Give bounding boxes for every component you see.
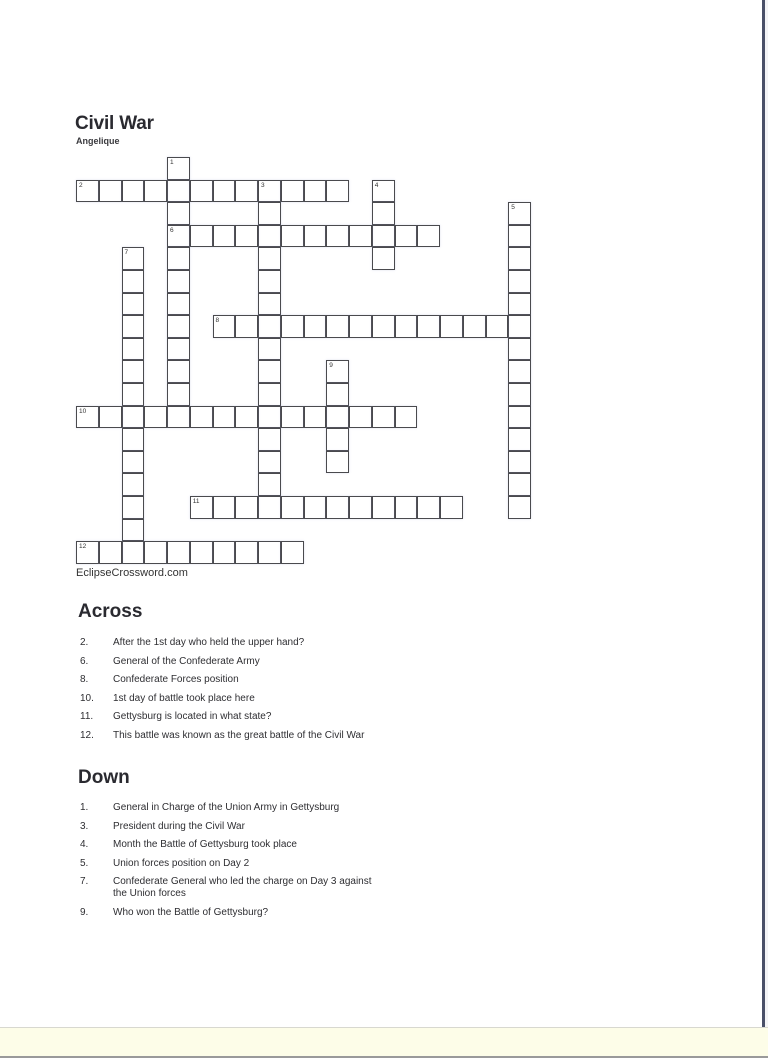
grid-cell[interactable] — [395, 315, 418, 338]
grid-cell[interactable] — [326, 496, 349, 519]
grid-cell[interactable] — [167, 202, 190, 225]
grid-cell[interactable] — [122, 428, 145, 451]
grid-cell[interactable] — [213, 315, 236, 338]
clue-text: After the 1st day who held the upper hand? — [113, 637, 305, 648]
grid-cell[interactable] — [508, 360, 531, 383]
clue-number: 5. — [80, 857, 89, 869]
grid-cell[interactable] — [258, 428, 281, 451]
grid-cell[interactable] — [235, 225, 258, 248]
clue-number: 7. — [80, 876, 89, 887]
across-clue-list — [80, 637, 400, 748]
grid-cell[interactable] — [144, 541, 167, 564]
grid-cell[interactable] — [99, 541, 122, 564]
clue-text: General of the Confederate Army — [113, 655, 260, 667]
grid-cell[interactable] — [122, 451, 145, 474]
grid-cell[interactable] — [213, 541, 236, 564]
grid-cell[interactable] — [326, 360, 349, 383]
grid-cell[interactable] — [508, 451, 531, 474]
clue-text: 1st day of battle took place here — [113, 692, 255, 704]
grid-cell[interactable] — [508, 473, 531, 496]
grid-cell[interactable] — [417, 496, 440, 519]
clue-number: 3. — [80, 820, 89, 832]
across-heading: Across — [78, 601, 143, 622]
grid-cell[interactable] — [76, 541, 99, 564]
grid-cell[interactable] — [167, 247, 190, 270]
grid-cell[interactable] — [508, 428, 531, 451]
cell-number: 2 — [79, 181, 83, 189]
grid-cell[interactable] — [122, 270, 145, 293]
grid-cell[interactable] — [122, 338, 145, 361]
grid-cell[interactable] — [349, 225, 372, 248]
grid-cell[interactable] — [76, 406, 99, 429]
grid-cell[interactable] — [372, 202, 395, 225]
grid-cell[interactable] — [508, 270, 531, 293]
grid-cell[interactable] — [349, 496, 372, 519]
clue-text: Confederate Forces position — [113, 674, 239, 685]
grid-cell[interactable] — [167, 293, 190, 316]
grid-cell[interactable] — [281, 541, 304, 564]
credit-text: EclipseCrossword.com — [76, 567, 188, 579]
grid-cell[interactable] — [508, 406, 531, 429]
grid-cell[interactable] — [508, 315, 531, 338]
grid-cell[interactable] — [258, 293, 281, 316]
across-clue — [80, 656, 400, 668]
grid-cell[interactable] — [167, 225, 190, 248]
grid-cell[interactable] — [190, 406, 213, 429]
grid-cell[interactable] — [122, 496, 145, 519]
clue-number: 9. — [80, 906, 89, 918]
grid-cell[interactable] — [144, 180, 167, 203]
grid-cell[interactable] — [281, 180, 304, 203]
grid-cell[interactable] — [508, 225, 531, 248]
grid-cell[interactable] — [122, 541, 145, 564]
grid-cell[interactable] — [122, 180, 145, 203]
grid-cell[interactable] — [508, 293, 531, 316]
grid-cell[interactable] — [463, 315, 486, 338]
down-clue — [80, 858, 400, 870]
grid-cell[interactable] — [258, 225, 281, 248]
clue-text: Union forces position on Day 2 — [113, 857, 250, 869]
clue-text: Month the Battle of Gettysburg took place — [113, 839, 297, 850]
grid-cell[interactable] — [508, 383, 531, 406]
grid-cell[interactable] — [372, 315, 395, 338]
grid-cell[interactable] — [190, 225, 213, 248]
grid-cell[interactable] — [508, 202, 531, 225]
grid-cell[interactable] — [304, 406, 327, 429]
puzzle-title: Civil War — [75, 113, 154, 134]
grid-cell[interactable] — [144, 406, 167, 429]
clue-number: 11. — [80, 711, 94, 722]
grid-cell[interactable] — [235, 541, 258, 564]
clue-text: Confederate General who led the charge on Day 3 against the Union forces — [113, 876, 372, 899]
clue-number: 4. — [80, 839, 89, 850]
grid-cell[interactable] — [395, 496, 418, 519]
grid-cell[interactable] — [167, 383, 190, 406]
grid-cell[interactable] — [281, 225, 304, 248]
grid-cell[interactable] — [304, 180, 327, 203]
cell-number: 1 — [170, 159, 174, 166]
grid-cell[interactable] — [167, 338, 190, 361]
down-clue — [80, 839, 400, 851]
grid-cell[interactable] — [304, 315, 327, 338]
clue-number: 1. — [80, 802, 89, 813]
grid-cell[interactable] — [326, 451, 349, 474]
grid-cell[interactable] — [372, 247, 395, 270]
grid-cell[interactable] — [235, 406, 258, 429]
across-clue — [80, 693, 400, 705]
grid-cell[interactable] — [258, 451, 281, 474]
grid-cell[interactable] — [372, 180, 395, 203]
grid-cell[interactable] — [122, 247, 145, 270]
cell-number: 7 — [124, 249, 129, 257]
cell-number: 4 — [374, 181, 379, 189]
grid-cell[interactable] — [326, 180, 349, 203]
cell-number: 3 — [261, 181, 265, 189]
down-clue — [80, 876, 380, 900]
down-clue-list — [80, 802, 400, 925]
grid-cell[interactable] — [258, 473, 281, 496]
grid-cell[interactable] — [122, 293, 145, 316]
clue-number: 10. — [80, 692, 94, 704]
grid-cell[interactable] — [190, 496, 213, 519]
grid-cell[interactable] — [122, 383, 145, 406]
grid-cell[interactable] — [167, 406, 190, 429]
cell-number: 6 — [170, 226, 174, 234]
grid-cell[interactable] — [304, 225, 327, 248]
grid-cell[interactable] — [122, 406, 145, 429]
grid-cell[interactable] — [508, 496, 531, 519]
grid-cell[interactable] — [508, 247, 531, 270]
clue-text: Who won the Battle of Gettysburg? — [113, 906, 269, 918]
grid-cell[interactable] — [167, 541, 190, 564]
grid-cell[interactable] — [122, 473, 145, 496]
grid-cell[interactable] — [486, 315, 509, 338]
grid-cell[interactable] — [167, 315, 190, 338]
down-clue — [80, 907, 400, 919]
grid-cell[interactable] — [167, 180, 190, 203]
grid-cell[interactable] — [258, 315, 281, 338]
cell-number: 11 — [192, 498, 200, 505]
grid-cell[interactable] — [258, 541, 281, 564]
grid-cell[interactable] — [281, 406, 304, 429]
grid-cell[interactable] — [258, 406, 281, 429]
down-clue — [80, 802, 400, 814]
across-clue — [80, 711, 400, 723]
cell-number: 12 — [79, 543, 87, 551]
clue-number: 2. — [80, 637, 89, 648]
grid-cell[interactable] — [326, 225, 349, 248]
grid-cell[interactable] — [122, 519, 145, 542]
grid-cell[interactable] — [258, 247, 281, 270]
down-clue — [80, 821, 400, 833]
grid-cell[interactable] — [258, 496, 281, 519]
clue-number: 12. — [80, 729, 94, 741]
grid-cell[interactable] — [258, 338, 281, 361]
grid-cell[interactable] — [304, 496, 327, 519]
across-clue — [80, 637, 400, 649]
puzzle-author: Angelique — [76, 136, 120, 146]
grid-cell[interactable] — [213, 496, 236, 519]
grid-cell[interactable] — [235, 315, 258, 338]
grid-cell[interactable] — [326, 406, 349, 429]
grid-cell[interactable] — [349, 315, 372, 338]
clue-text: Gettysburg is located in what state? — [113, 711, 272, 722]
grid-cell[interactable] — [258, 270, 281, 293]
grid-cell[interactable] — [122, 360, 145, 383]
grid-cell[interactable] — [99, 180, 122, 203]
grid-cell[interactable] — [190, 180, 213, 203]
grid-cell[interactable] — [167, 157, 190, 180]
across-clue — [80, 730, 370, 742]
grid-cell[interactable] — [372, 225, 395, 248]
cell-number: 5 — [511, 204, 515, 212]
grid-cell[interactable] — [417, 225, 440, 248]
grid-cell[interactable] — [440, 496, 463, 519]
grid-cell[interactable] — [213, 225, 236, 248]
clue-number: 6. — [80, 655, 89, 667]
grid-cell[interactable] — [122, 315, 145, 338]
scan-bottom-strip — [0, 1027, 768, 1058]
cell-number: 9 — [329, 362, 333, 370]
grid-cell[interactable] — [99, 406, 122, 429]
grid-cell[interactable] — [190, 541, 213, 564]
grid-cell[interactable] — [508, 338, 531, 361]
grid-cell[interactable] — [372, 406, 395, 429]
grid-cell[interactable] — [395, 406, 418, 429]
grid-cell[interactable] — [76, 180, 99, 203]
clue-number: 8. — [80, 674, 89, 685]
grid-cell[interactable] — [326, 383, 349, 406]
grid-cell[interactable] — [258, 180, 281, 203]
grid-cell[interactable] — [281, 496, 304, 519]
clue-text: General in Charge of the Union Army in Gettysburg — [113, 802, 340, 813]
grid-cell[interactable] — [395, 225, 418, 248]
grid-cell[interactable] — [213, 406, 236, 429]
grid-cell[interactable] — [372, 496, 395, 519]
cell-number: 8 — [215, 317, 220, 325]
grid-cell[interactable] — [417, 315, 440, 338]
grid-cell[interactable] — [258, 383, 281, 406]
grid-cell[interactable] — [440, 315, 463, 338]
clue-text: This battle was known as the great battle of the Civil War — [113, 729, 365, 741]
grid-cell[interactable] — [349, 406, 372, 429]
down-heading: Down — [78, 767, 130, 788]
grid-cell[interactable] — [167, 270, 190, 293]
grid-cell[interactable] — [326, 428, 349, 451]
clue-text: President during the Civil War — [113, 820, 245, 832]
grid-cell[interactable] — [167, 360, 190, 383]
cell-number: 10 — [79, 407, 87, 415]
grid-cell[interactable] — [281, 315, 304, 338]
grid-cell[interactable] — [213, 180, 236, 203]
grid-cell[interactable] — [235, 496, 258, 519]
grid-cell[interactable] — [258, 202, 281, 225]
grid-cell[interactable] — [326, 315, 349, 338]
across-clue — [80, 674, 400, 686]
grid-cell[interactable] — [235, 180, 258, 203]
grid-cell[interactable] — [258, 360, 281, 383]
